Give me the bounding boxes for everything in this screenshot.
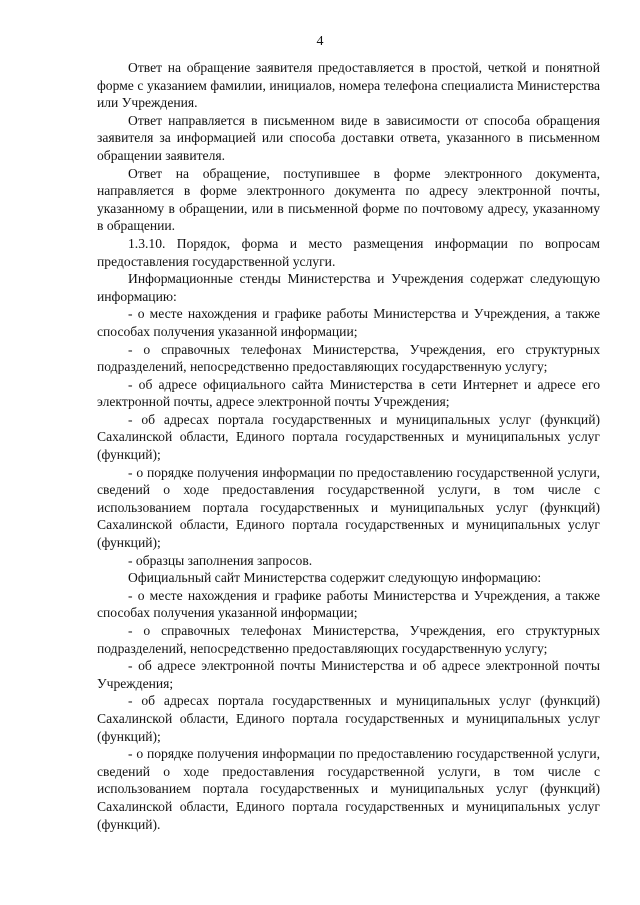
list-item: - об адресе электронной почты Министерства и об адресе электронной почты Учреждения;	[97, 658, 600, 691]
paragraph-answer-electronic: Ответ на обращение, поступившее в форме электронного документа, направляется в форме электронного документа по адресу электронной почты, указанному в обращении, или в письменной форме по почтовому адресу, указанному в обращении.	[97, 165, 600, 234]
paragraph-stands-intro: Информационные стенды Министерства и Учреждения содержат следующую информацию:	[97, 271, 600, 304]
paragraph-website-intro: Официальный сайт Министерства содержит следующую информацию:	[128, 570, 542, 586]
list-item: - образцы заполнения запросов.	[128, 552, 313, 568]
list-item: - об адресах портала государственных и муниципальных услуг (функций) Сахалинской области, Единого портала государственных и муниципальных услуг (функций);	[97, 411, 600, 463]
paragraph-answer-form: Ответ на обращение заявителя предоставляется в простой, четкой и понятной форме с указанием фамилии, инициалов, номера телефона специалиста Министерства или Учреждения.	[97, 60, 600, 111]
document-body	[97, 59, 600, 833]
list-item: - об адресах портала государственных и муниципальных услуг (функций) Сахалинской области, Единого портала государственных и муниципальных услуг (функций);	[97, 693, 600, 744]
list-item: - о порядке получения информации по предоставлению государственной услуги, сведений о ходе предоставления государственной услуги, в том числе с использованием портала государственных и муниципальных услуг (функций) Сахалинской области, Единого портала государственных и муниципальных услуг (функций);	[97, 464, 600, 551]
list-item: - о порядке получения информации по предоставлению государственной услуги, сведений о ходе предоставления государственной услуги, в том числе с использованием портала государственных и муниципальных услуг (функций) Сахалинской области, Единого портала государственных и муниципальных услуг (функций).	[97, 746, 600, 832]
paragraph-answer-written: Ответ направляется в письменном виде в зависимости от способа обращения заявителя за информацией или способа доставки ответа, указанного в письменном обращении заявителя.	[97, 112, 600, 163]
list-item: - о справочных телефонах Министерства, Учреждения, его структурных подразделений, непосредственно предоставляющих государственную услугу;	[97, 623, 600, 656]
list-item: - о справочных телефонах Министерства, Учреждения, его структурных подразделений, непосредственно предоставляющих государственную услугу;	[97, 341, 600, 375]
list-item: - о месте нахождения и графике работы Министерства и Учреждения, а также способах получения указанной информации;	[97, 306, 600, 339]
section-heading-1-3-10: 1.3.10. Порядок, форма и место размещения информации по вопросам предоставления государственной услуги.	[97, 235, 600, 269]
page-number: 4	[316, 34, 324, 49]
list-item: - об адресе официального сайта Министерства в сети Интернет и адресе его электронной почты, адресе электронной почты Учреждения;	[97, 376, 600, 410]
list-item: - о месте нахождения и графике работы Министерства и Учреждения, а также способах получения указанной информации;	[97, 587, 600, 621]
